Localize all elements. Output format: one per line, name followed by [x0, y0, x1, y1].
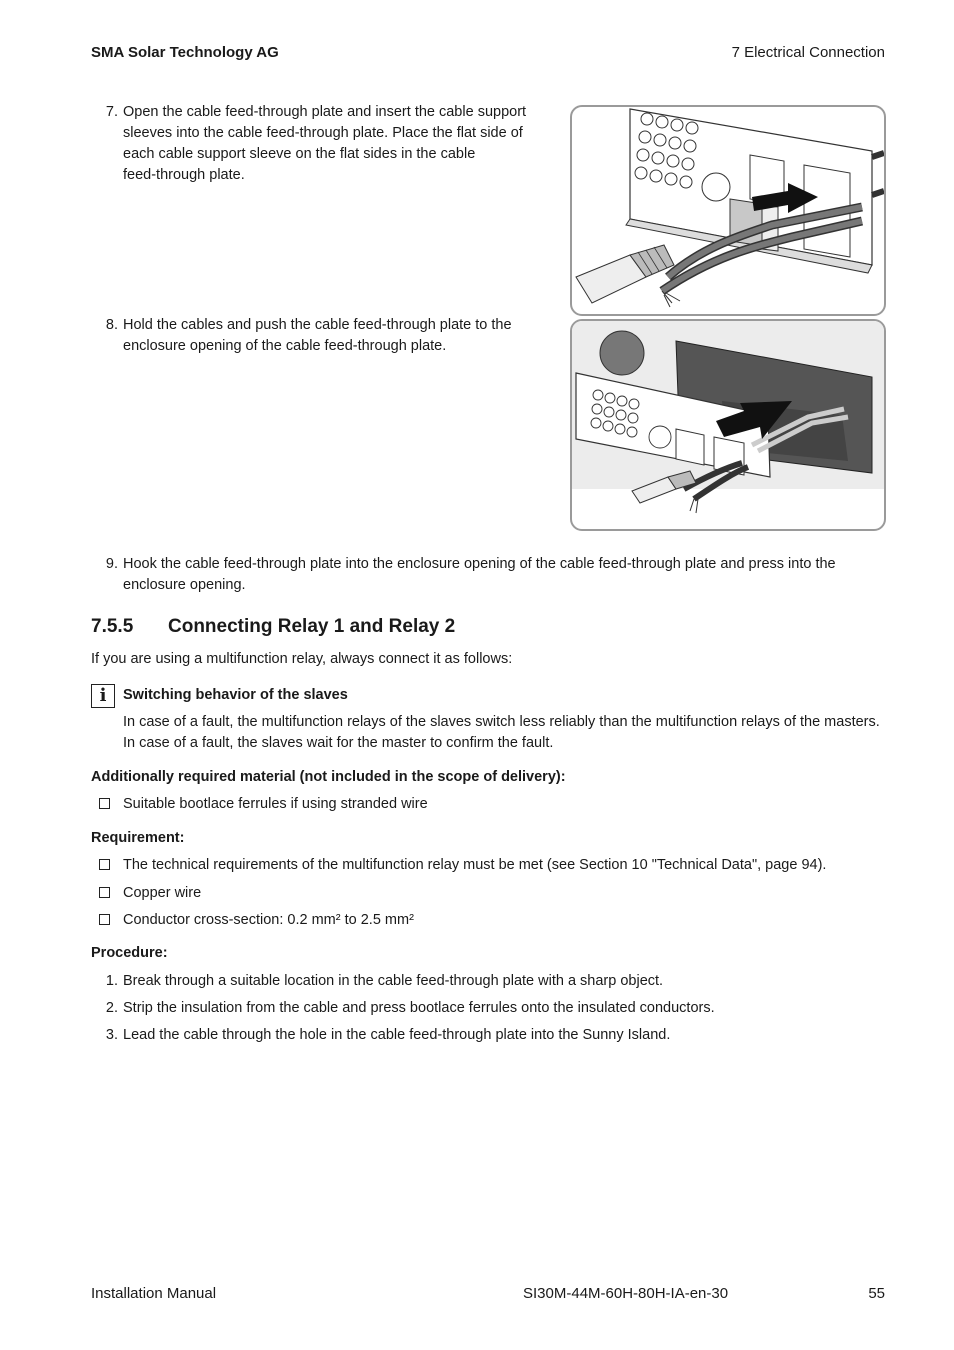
checkbox-icon: [99, 914, 110, 925]
step-line: enclosure opening.: [123, 577, 246, 593]
illustration-insert-sleeves: [572, 107, 884, 314]
step-number: 8.: [105, 317, 118, 333]
requirement-heading: Requirement:: [91, 830, 185, 846]
step-line: sleeves into the cable feed-through plate. Place the flat side of: [123, 125, 523, 141]
header-company: SMA Solar Technology AG: [91, 44, 279, 61]
step-number: 7.: [105, 104, 118, 120]
step-number: 2.: [105, 1000, 118, 1016]
checkbox-icon: [99, 859, 110, 870]
step-number: 3.: [105, 1027, 118, 1043]
page-number: 55: [868, 1285, 885, 1302]
section-number: 7.5.5: [91, 616, 134, 637]
note-title: Switching behavior of the slaves: [123, 687, 348, 703]
procedure-step: Strip the insulation from the cable and press bootlace ferrules onto the insulated conductors.: [123, 1000, 715, 1016]
procedure-step: Break through a suitable location in the cable feed-through plate with a sharp object.: [123, 973, 664, 989]
section-intro: If you are using a multifunction relay, always connect it as follows:: [91, 651, 513, 667]
checkbox-icon: [99, 887, 110, 898]
step-line: Hook the cable feed-through plate into the enclosure opening of the cable feed-through plate and press into the: [123, 556, 836, 572]
material-heading: Additionally required material (not included in the scope of delivery):: [91, 769, 566, 785]
step-line: Hold the cables and push the cable feed-through plate to the: [123, 317, 512, 333]
step-line: enclosure opening of the cable feed-through plate.: [123, 338, 447, 354]
note-line: In case of a fault, the slaves wait for the master to confirm the fault.: [123, 735, 554, 751]
step-number: 9.: [105, 556, 118, 572]
material-item: Suitable bootlace ferrules if using stranded wire: [123, 796, 428, 812]
section-title: Connecting Relay 1 and Relay 2: [168, 616, 456, 637]
requirement-item: Copper wire: [123, 885, 202, 901]
requirement-item: The technical requirements of the multifunction relay must be met (see Section 10 "Technical Data", page 94).: [123, 857, 827, 873]
requirement-item: Conductor cross-section: 0.2 mm² to 2.5 mm²: [123, 912, 414, 928]
info-icon: i: [91, 684, 115, 708]
illustration-push-plate: [572, 321, 884, 529]
footer-doc-id: SI30M-44M-60H-80H-IA-en-30: [523, 1285, 729, 1302]
note-line: In case of a fault, the multifunction relays of the slaves switch less reliably than the multifunction relays of the masters.: [123, 714, 880, 730]
footer-title: Installation Manual: [91, 1285, 217, 1302]
figure-insert-sleeves: [570, 105, 886, 316]
procedure-heading: Procedure:: [91, 945, 168, 961]
header-chapter: 7 Electrical Connection: [731, 44, 885, 61]
step-line: each cable support sleeve on the flat sides in the cable: [123, 146, 476, 162]
step-line: Open the cable feed-through plate and insert the cable support: [123, 104, 527, 120]
procedure-step: Lead the cable through the hole in the cable feed-through plate into the Sunny Island.: [123, 1027, 671, 1043]
figure-push-plate: [570, 319, 886, 531]
checkbox-icon: [99, 798, 110, 809]
step-line: feed-through plate.: [123, 167, 245, 183]
step-number: 1.: [105, 973, 118, 989]
